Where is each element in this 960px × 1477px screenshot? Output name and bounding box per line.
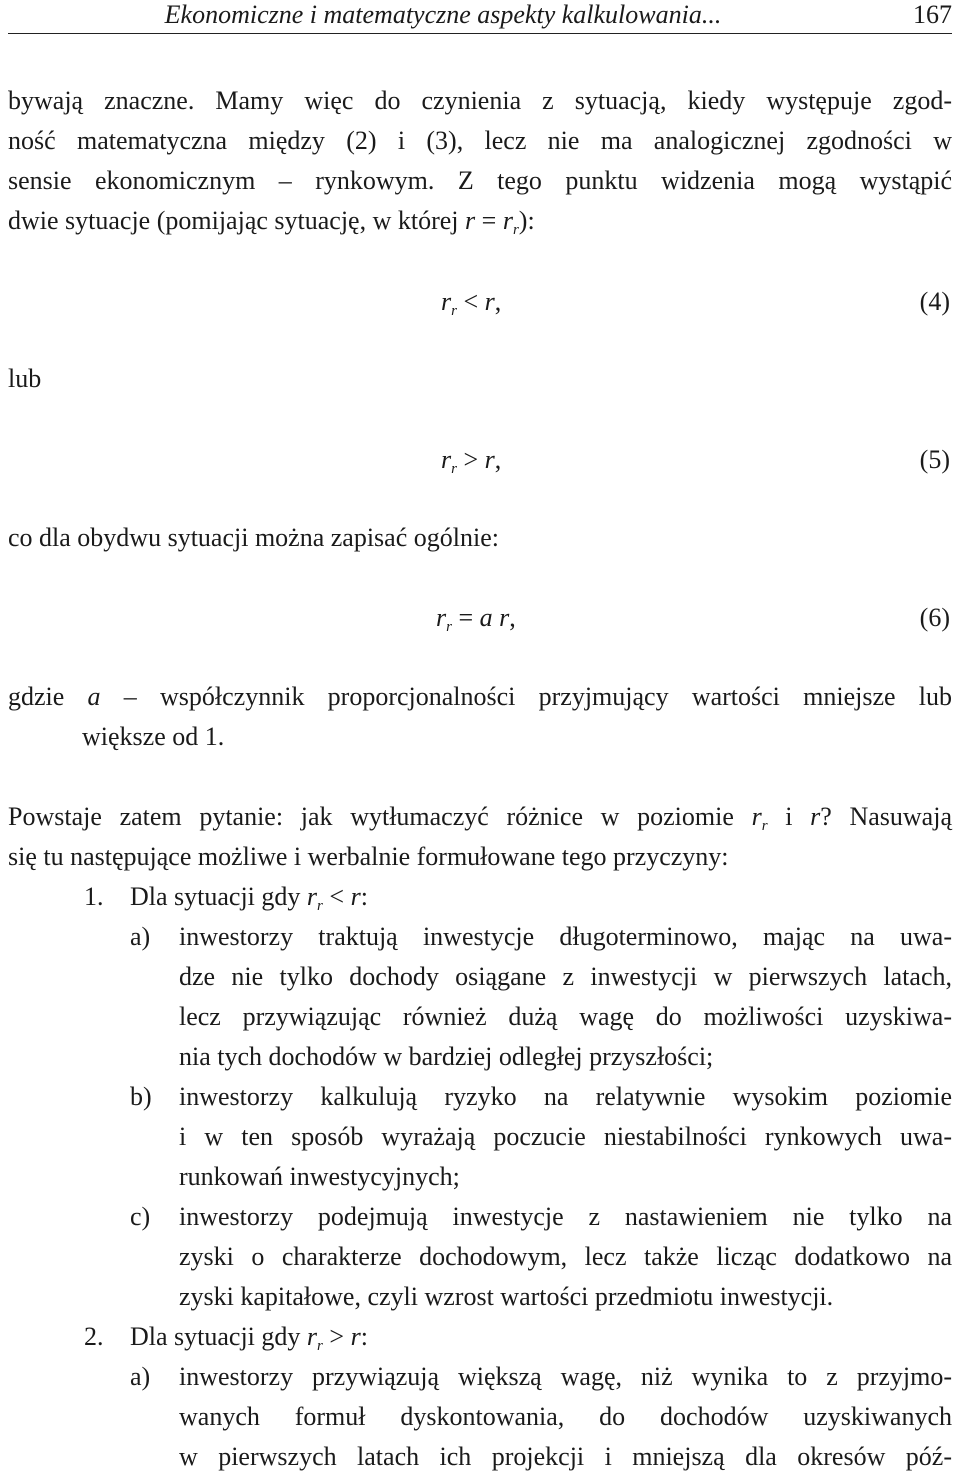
math-punct: , <box>494 287 502 316</box>
sub-item-1b <box>179 1077 952 1197</box>
sub-item-2a <box>179 1357 952 1477</box>
text-line: wanych formuł dyskontowania, do dochodów uzyskiwanych <box>179 1402 952 1431</box>
math-var: a <box>87 682 101 711</box>
text-line: ność matematyczna między (2) i (3), lecz nie ma analogicznej zgodności w <box>8 126 952 155</box>
text-line <box>8 797 952 837</box>
list-item-1-heading <box>130 877 368 917</box>
math-subscript: r <box>451 461 457 477</box>
page-number: 167 <box>913 0 952 29</box>
math-op: > <box>322 1322 351 1351</box>
text-line: w pierwszych latach ich projekcji i mniejszą dla okresów póź- <box>179 1442 952 1471</box>
sub-item-1a <box>179 917 952 1077</box>
text-line: dze nie tylko dochody osiągane z inwestycji w pierwszych latach, <box>179 962 952 991</box>
math-op: = <box>475 206 503 235</box>
text-span: ? Nasuwają <box>820 802 952 831</box>
text-line: bywają znaczne. Mamy więc do czynienia z sytuacją, kiedy występuje zgod- <box>8 86 952 115</box>
text-span: dwie sytuacje (pomijając sytuację, w której <box>8 206 466 235</box>
sub-item-label: a) <box>130 922 151 951</box>
math-var: r <box>350 882 361 911</box>
list-item-1-number: 1. <box>84 882 104 911</box>
text-line: lecz przywiązując również dużą wagę do możliwości uzyskiwa- <box>179 1002 952 1031</box>
math-op: < <box>456 287 485 316</box>
math-subscript: r <box>512 222 519 238</box>
math-var: r <box>350 1322 361 1351</box>
equation-4 <box>441 282 501 322</box>
math-op: = <box>451 603 480 632</box>
sub-item-label: a) <box>130 1362 151 1391</box>
math-subscript: r <box>317 898 323 914</box>
equation-6 <box>436 598 516 638</box>
equation-number-4: (4) <box>919 287 950 316</box>
text-line <box>8 677 952 717</box>
text-line: się tu następujące możliwe i werbalnie formułowane tego przyczyny: <box>8 842 729 871</box>
text-line: inwestorzy kalkulują ryzyko na relatywnie wysokim poziomie <box>179 1082 952 1111</box>
math-subscript: r <box>317 1338 323 1354</box>
math-var: r <box>484 287 495 316</box>
text-span: i <box>767 802 811 831</box>
text-line: sensie ekonomicznym – rynkowym. Z tego punktu widzenia mogą wystąpić <box>8 166 952 195</box>
text-span: – współczynnik proporcjonalności przyjmujący wartości mniejsze lub <box>100 682 952 711</box>
math-var: r <box>306 1322 318 1351</box>
math-op: < <box>322 882 351 911</box>
math-var: r <box>810 802 821 831</box>
sub-item-1c <box>179 1197 952 1317</box>
text-line: większe od 1. <box>82 722 225 751</box>
paragraph-intro <box>8 81 952 241</box>
text-span: ): <box>518 206 535 235</box>
text-span: Dla sytuacji gdy <box>130 1322 307 1351</box>
lub-text: lub <box>8 364 42 393</box>
math-var: r <box>441 445 452 474</box>
math-punct: , <box>494 445 502 474</box>
list-item-2-heading <box>130 1317 368 1357</box>
text-line: inwestorzy podejmują inwestycje z nastawieniem nie tylko na <box>179 1202 952 1231</box>
sub-item-label: c) <box>130 1202 151 1231</box>
running-header <box>8 0 952 34</box>
math-subscript: r <box>761 818 768 834</box>
text-line: runkowań inwestycyjnych; <box>179 1162 460 1191</box>
text-span: Dla sytuacji gdy <box>130 882 307 911</box>
text-span: : <box>360 882 368 911</box>
list-item-2-number: 2. <box>84 1322 104 1351</box>
equation-5 <box>441 440 501 480</box>
text-span: gdzie <box>8 682 88 711</box>
math-op: > <box>456 445 485 474</box>
paragraph-general: co dla obydwu sytuacji można zapisać ogólnie: <box>8 523 499 552</box>
math-var: r <box>465 206 476 235</box>
paragraph-question <box>8 797 952 877</box>
running-title: Ekonomiczne i matematyczne aspekty kalkulowania... <box>164 0 722 29</box>
text-line: zyski o charakterze dochodowym, lecz także licząc dodatkowo na <box>179 1242 952 1271</box>
text-span: : <box>360 1322 368 1351</box>
text-line: nia tych dochodów w bardziej odległej przyszłości; <box>179 1042 714 1071</box>
text-line: inwestorzy traktują inwestycje długoterminowo, mając na uwa- <box>179 922 952 951</box>
text-span: Powstaje zatem pytanie: jak wytłumaczyć różnice w poziomie <box>8 802 752 831</box>
math-punct: , <box>509 603 516 632</box>
math-var: r <box>441 287 452 316</box>
math-var: r <box>751 802 762 831</box>
equation-number-6: (6) <box>919 603 950 632</box>
text-line: i w ten sposób wyrażają poczucie niestabilności rynkowych uwa- <box>179 1122 952 1151</box>
math-var: r <box>484 445 495 474</box>
definition-a <box>8 677 952 757</box>
math-var: r <box>306 882 318 911</box>
math-var: r <box>492 603 510 632</box>
math-subscript: r <box>451 303 457 319</box>
math-var: r <box>436 603 447 632</box>
text-line: zyski kapitałowe, czyli wzrost wartości przedmiotu inwestycji. <box>179 1282 834 1311</box>
sub-item-label: b) <box>130 1082 152 1111</box>
math-var: a <box>479 603 493 632</box>
equation-number-5: (5) <box>919 445 950 474</box>
math-subscript: r <box>446 619 452 635</box>
text-line: inwestorzy przywiązują większą wagę, niż wynika to z przyjmo- <box>179 1362 952 1391</box>
math-var: r <box>502 206 513 235</box>
text-line <box>8 201 952 241</box>
